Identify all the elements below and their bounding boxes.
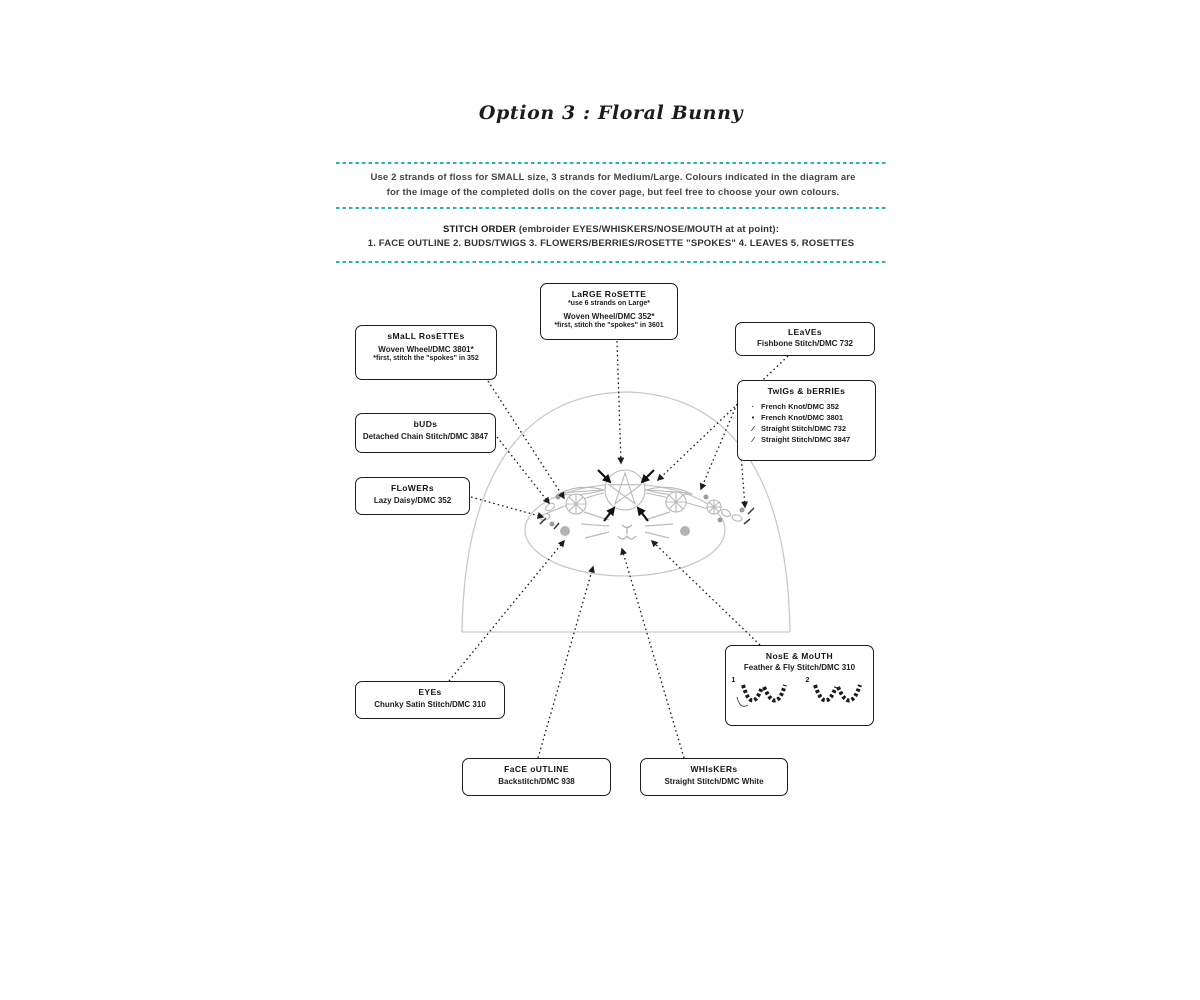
nose-mouth-title: NosE & MoUTH (765, 651, 834, 661)
french-knot-icon: • (751, 413, 755, 422)
large-rosette-stitch: Woven Wheel/DMC 352* (563, 312, 655, 321)
flowers-title: FLoWERs (391, 483, 434, 493)
leader-flowers (471, 497, 543, 517)
whiskers-stitch: Straight Stitch/DMC White (664, 777, 764, 786)
twigs-berries-title: TwIGs & bERRIEs (767, 386, 846, 396)
nose-mouth-stitch: Feather & Fly Stitch/DMC 310 (743, 663, 856, 672)
right-eye (680, 526, 690, 536)
callout-eyes (355, 681, 505, 719)
eyes-stitch: Chunky Satin Stitch/DMC 310 (374, 700, 486, 709)
nose-mouth-figures (729, 677, 870, 717)
buds-stitch: Detached Chain Stitch/DMC 3847 (362, 432, 489, 441)
callout-nose-mouth (725, 645, 874, 726)
callout-buds (355, 413, 496, 453)
stitch-order-sequence: 1. FACE OUTLINE 2. BUDS/TWIGS 3. FLOWERS/BERRIES/ROSETTE "SPOKES" 4. LEAVES 5. ROSETTES (367, 238, 855, 249)
callout-leaves (735, 322, 875, 356)
leader-buds (497, 437, 549, 503)
twigs-berries-item (741, 401, 872, 412)
callout-small-rosettes (355, 325, 497, 380)
end-flower-right (707, 500, 721, 514)
large-rosette-size-note: *use 6 strands on Large* (567, 300, 651, 307)
large-rosette-title: LaRGE RoSETTE (571, 289, 647, 299)
leader-face-outline (538, 567, 593, 758)
small-rosettes-title: sMaLL RosETTEs (387, 331, 465, 341)
callout-face-outline (462, 758, 611, 796)
large-rosette-note: *first, stitch the "spokes" in 3601 (554, 322, 664, 329)
leader-large-rosette (617, 341, 621, 463)
stitch-order-label: STITCH ORDER (442, 224, 517, 235)
left-eye (560, 526, 570, 536)
large-rosette-sketch (605, 470, 645, 510)
whiskers-sketch (581, 512, 673, 538)
mouth-stitch-diagram-2 (805, 677, 866, 717)
nose-mouth-sketch (618, 525, 636, 539)
callout-twigs-berries (737, 380, 876, 461)
leader-twigs-2 (741, 455, 745, 507)
intro-line-2: for the image of the completed dolls on the cover page, but feel free to choose your own colours. (386, 187, 840, 198)
twigs-berries-item-text: Straight Stitch/DMC 732 (761, 424, 847, 433)
small-rosettes-note: *first, stitch the "spokes" in 352 (373, 355, 479, 362)
leaves-title: LEaVEs (787, 327, 823, 337)
buds-title: bUDs (413, 419, 438, 429)
leader-eyes (449, 541, 564, 681)
small-rosettes-stitch: Woven Wheel/DMC 3801* (378, 345, 474, 354)
flowers-stitch: Lazy Daisy/DMC 352 (373, 496, 452, 505)
nose-mouth-figure-1 (731, 677, 792, 717)
whiskers-title: WHIsKERs (690, 764, 738, 774)
face-outline-stitch: Backstitch/DMC 938 (498, 777, 575, 786)
french-knot-icon: · (751, 402, 755, 411)
small-rosette-right (666, 492, 686, 512)
callout-flowers (355, 477, 470, 515)
figure-2-label: 2 (805, 677, 810, 684)
page-title: Option 3 : Floral Bunny (478, 102, 744, 124)
intro-line-1: Use 2 strands of floss for SMALL size, 3 strands for Medium/Large. Colours indicated in the diagram are (370, 172, 856, 183)
figure-1-label: 1 (731, 677, 736, 684)
twigs-berries-item-text: French Knot/DMC 3801 (761, 413, 844, 422)
leader-whiskers (622, 549, 684, 758)
small-rosette-left (566, 494, 586, 514)
straight-stitch-icon: ⁄ (752, 424, 754, 433)
twigs-berries-list (741, 401, 872, 445)
leaves-stitch: Fishbone Stitch/DMC 732 (756, 339, 853, 348)
face-outline-title: FaCE oUTLINE (504, 764, 569, 774)
callout-large-rosette (540, 283, 678, 340)
twigs-berries-item (741, 434, 872, 445)
twigs-berries-item (741, 423, 872, 434)
stitch-order-note: (embroider EYES/WHISKERS/NOSE/MOUTH at at point): (516, 224, 780, 235)
leader-twigs-1 (701, 404, 737, 489)
leader-small-rosettes (488, 381, 564, 498)
twigs-berries-item (741, 412, 872, 423)
twigs-berries-item-text: French Knot/DMC 352 (761, 402, 839, 411)
nose-mouth-figure-2 (805, 677, 866, 717)
twigs-berries-item-text: Straight Stitch/DMC 3847 (761, 435, 851, 444)
eyes-title: EYEs (418, 687, 442, 697)
mouth-stitch-diagram-1 (731, 677, 792, 717)
straight-stitch-icon: ⁄ (752, 435, 754, 444)
callout-whiskers (640, 758, 788, 796)
